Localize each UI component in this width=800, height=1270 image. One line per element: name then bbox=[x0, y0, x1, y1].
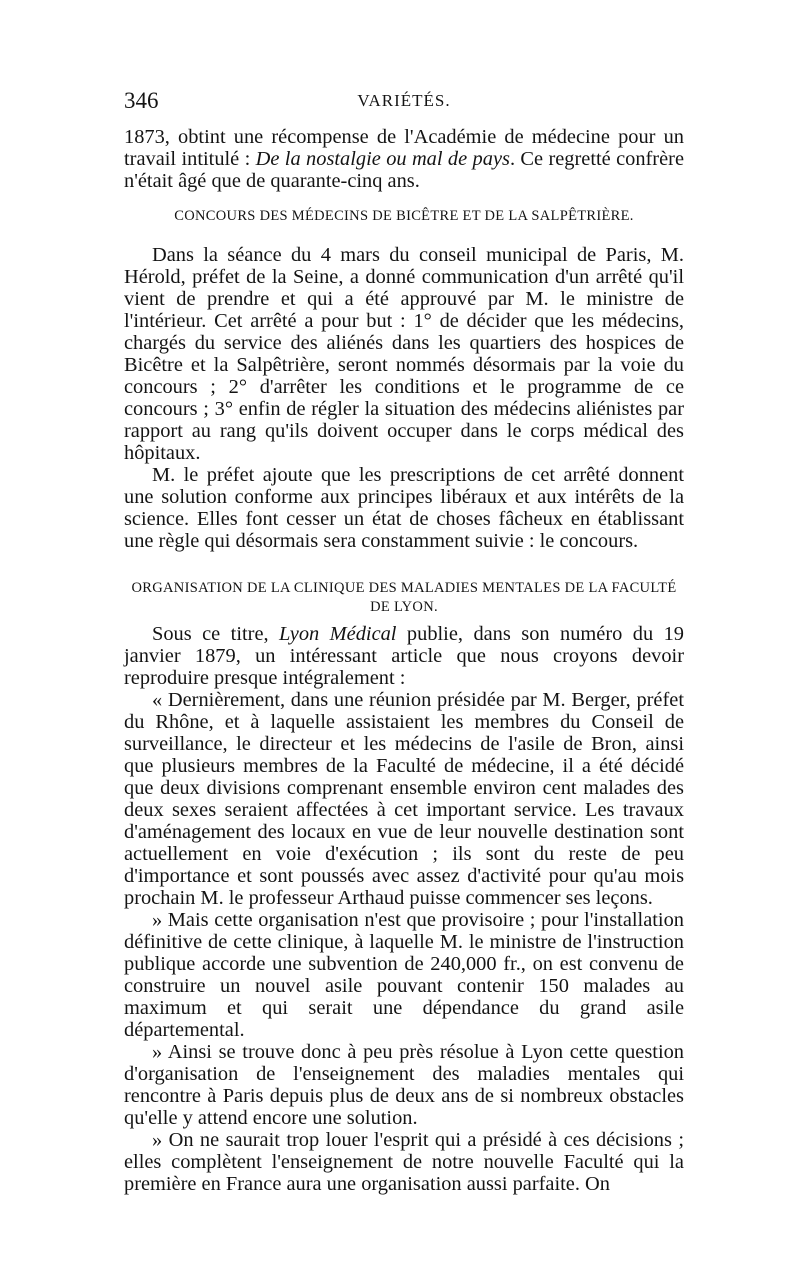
quoted-paragraph: » On ne saurait trop louer l'esprit qui a présidé à ces décisions ; elles complètent l'enseignement de notre nouvelle Faculté qui la première en France aura une organisation aussi parfaite. On bbox=[124, 1129, 684, 1195]
quoted-paragraph: « Dernièrement, dans une réunion présidée par M. Berger, préfet du Rhône, et à laquelle assistaient les membres du Conseil de surveillance, le directeur et les médecins de l'asile de Bron, ainsi que plusieurs membres de la Faculté de médecine, il a été décidé que deux divisions comprenant ensemble environ cent malades des deux sexes seraient affectées à cet important service. Les travaux d'aménagement des locaux en vue de leur nouvelle destination sont actuellement en voie d'exécution ; ils sont du reste de peu d'importance et sont poussés avec assez d'activité pour qu'au mois prochain M. le professeur Arthaud puisse commencer ses leçons. bbox=[124, 689, 684, 909]
paragraph: Dans la séance du 4 mars du conseil municipal de Paris, M. Hérold, préfet de la Seine, a donné communication d'un arrêté qu'il vient de prendre et qui a été approuvé par M. le ministre de l'intérieur. Cet arrêté a pour but : 1° de décider que les médecins, chargés du service des aliénés dans les quartiers des hospices de Bicêtre et la Salpêtrière, seront nommés désormais par la voie du concours ; 2° d'arrêter les conditions et le programme de ce concours ; 3° enfin de régler la situation des médecins aliénistes par rapport au rang qu'ils doivent occuper dans le corps médical des hôpitaux. bbox=[124, 244, 684, 464]
quoted-paragraph: » Ainsi se trouve donc à peu près résolue à Lyon cette question d'organisation de l'enseignement des maladies mentales qui rencontre à Paris depuis plus de deux ans de si nombreux obstacles qu'elle y attend encore une solution. bbox=[124, 1041, 684, 1129]
paragraph-intro-lyon bbox=[124, 623, 684, 689]
journal-name: Lyon Médical bbox=[279, 623, 397, 645]
section-heading-concours: CONCOURS DES MÉDECINS DE BICÊTRE ET DE LA SALPÊTRIÈRE. bbox=[174, 208, 634, 224]
intro-after: publie, dans son numéro du 19 janvier 1879, un intéressant article que nous croyons devoir reproduire presque intégralement : bbox=[124, 623, 684, 689]
heading-line: DE LYON. bbox=[370, 599, 438, 615]
heading-line: ORGANISATION DE LA CLINIQUE DES MALADIES MENTALES DE LA FACULTÉ bbox=[131, 580, 677, 596]
intro-before: Sous ce titre, bbox=[152, 623, 280, 645]
intro-text-after: . Ce regretté confrère n'était âgé que de quarante-cinq ans. bbox=[124, 148, 684, 192]
page-number: 346 bbox=[124, 88, 159, 113]
work-title: De la nostalgie ou mal de pays bbox=[255, 148, 510, 170]
quoted-paragraph: » Mais cette organisation n'est que provisoire ; pour l'installation définitive de cette clinique, à laquelle M. le ministre de l'instruction publique accorde une subvention de 240,000 fr., on est convenu de construire un nouvel asile pouvant contenir 150 malades au maximum et qui serait une dépendance du grand asile départemental. bbox=[124, 909, 684, 1041]
paragraph: M. le préfet ajoute que les prescriptions de cet arrêté donnent une solution conforme aux principes libéraux et aux intérêts de la science. Elles font cesser un état de choses fâcheux en établissant une règle qui désormais sera constamment suivie : le concours. bbox=[124, 464, 684, 552]
intro-paragraph bbox=[124, 126, 684, 192]
running-head bbox=[124, 88, 684, 118]
running-title: VARIÉTÉS. bbox=[357, 91, 451, 110]
section-heading-clinique bbox=[124, 579, 684, 617]
body-text bbox=[124, 126, 684, 1195]
intro-text-before: 1873, obtint une récompense de l'Académie de médecine pour un travail intitulé : bbox=[124, 126, 684, 170]
